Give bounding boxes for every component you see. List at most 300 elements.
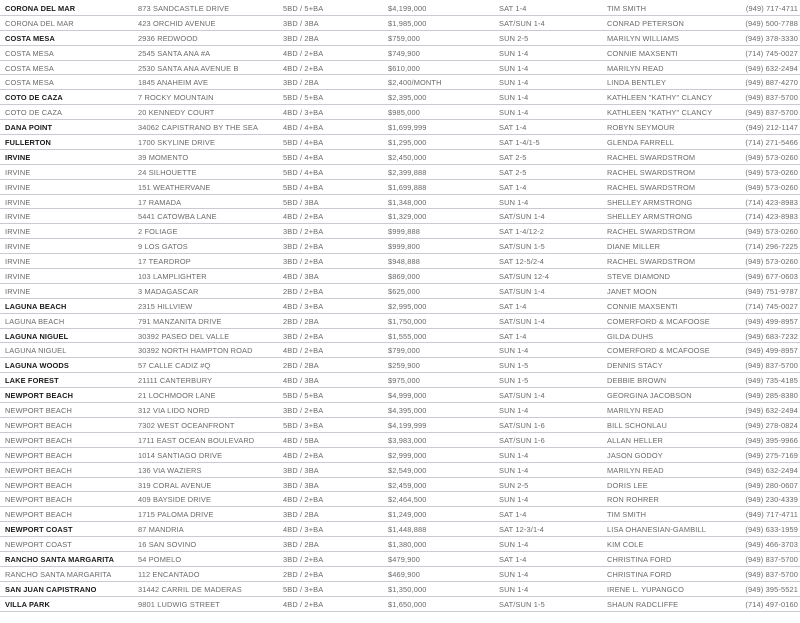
price-cell: $759,000 — [388, 33, 421, 43]
table-row — [0, 373, 800, 388]
price-cell: $4,199,999 — [388, 420, 427, 430]
address-cell: 87 MANDRIA — [138, 525, 184, 535]
agent-name-cell: ALLAN HELLER — [607, 435, 664, 445]
address-cell: 103 LAMPLIGHTER — [138, 272, 207, 282]
agent-phone-cell: (949) 573-0260 — [745, 182, 798, 192]
agent-name-cell: CONRAD PETERSON — [607, 18, 684, 28]
agent-name-cell: COMERFORD & MCAFOOSE — [607, 316, 710, 326]
beds-baths-cell: 2BD / 2BA — [283, 361, 319, 371]
address-cell: 423 ORCHID AVENUE — [138, 18, 216, 28]
open-hours-cell: SUN 1-4 — [499, 495, 529, 505]
agent-name-cell: RACHEL SWARDSTROM — [607, 257, 696, 267]
agent-name-cell: GLENDA FARRELL — [607, 138, 674, 148]
price-cell: $869,000 — [388, 272, 421, 282]
city-cell: NEWPORT BEACH — [5, 391, 74, 401]
price-cell: $975,000 — [388, 376, 421, 386]
agent-phone-cell: (714) 745-0027 — [745, 301, 798, 311]
open-hours-cell: SAT 1-4 — [499, 510, 527, 520]
beds-baths-cell: 4BD / 2+BA — [283, 450, 324, 460]
city-cell: IRVINE — [5, 212, 31, 222]
beds-baths-cell: 5BD / 4+BA — [283, 182, 324, 192]
address-cell: 2530 SANTA ANA AVENUE B — [138, 63, 239, 73]
open-hours-cell: SUN 2-5 — [499, 33, 529, 43]
price-cell: $948,888 — [388, 257, 421, 267]
beds-baths-cell: 4BD / 2+BA — [283, 599, 324, 609]
address-cell: 1014 SANTIAGO DRIVE — [138, 450, 223, 460]
price-cell: $259,900 — [388, 361, 421, 371]
agent-phone-cell: (949) 751-9787 — [745, 286, 798, 296]
address-cell: 9801 LUDWIG STREET — [138, 599, 220, 609]
city-cell: LAGUNA NIGUEL — [5, 331, 69, 341]
agent-name-cell: COMERFORD & MCAFOOSE — [607, 346, 710, 356]
address-cell: 112 ENCANTADO — [138, 569, 200, 579]
city-cell: LAGUNA WOODS — [5, 361, 69, 371]
beds-baths-cell: 4BD / 2+BA — [283, 495, 324, 505]
address-cell: 2545 SANTA ANA #A — [138, 48, 211, 58]
address-cell: 409 BAYSIDE DRIVE — [138, 495, 212, 505]
table-row — [0, 299, 800, 314]
table-row — [0, 418, 800, 433]
agent-name-cell: GEORGINA JACOBSON — [607, 391, 692, 401]
agent-name-cell: DEBBIE BROWN — [607, 376, 667, 386]
beds-baths-cell: 2BD / 2+BA — [283, 286, 324, 296]
table-row — [0, 448, 800, 463]
city-cell: VILLA PARK — [5, 599, 51, 609]
price-cell: $2,395,000 — [388, 93, 427, 103]
table-row — [0, 120, 800, 135]
beds-baths-cell: 3BD / 2BA — [283, 540, 319, 550]
agent-phone-cell: (949) 278-0824 — [745, 420, 798, 430]
price-cell: $4,999,000 — [388, 391, 427, 401]
beds-baths-cell: 5BD / 5+BA — [283, 4, 324, 13]
address-cell: 57 CALLE CADIZ #Q — [138, 361, 211, 371]
table-row — [0, 254, 800, 269]
open-hours-cell: SUN 1-4 — [499, 584, 529, 594]
agent-phone-cell: (949) 573-0260 — [745, 257, 798, 267]
address-cell: 17 TEARDROP — [138, 257, 191, 267]
agent-phone-cell: (949) 837-5700 — [745, 93, 798, 103]
price-cell: $1,380,000 — [388, 540, 427, 550]
agent-name-cell: SHAUN RADCLIFFE — [607, 599, 679, 609]
open-hours-cell: SUN 1-5 — [499, 361, 529, 371]
price-cell: $4,199,000 — [388, 4, 427, 13]
table-row — [0, 105, 800, 120]
beds-baths-cell: 3BD / 2BA — [283, 510, 319, 520]
city-cell: LAKE FOREST — [5, 376, 59, 386]
open-house-listing-table — [0, 1, 800, 612]
table-row — [0, 403, 800, 418]
city-cell: IRVINE — [5, 167, 31, 177]
open-hours-cell: SUN 1-4 — [499, 197, 529, 207]
agent-phone-cell: (714) 423-8983 — [745, 197, 798, 207]
address-cell: 7 ROCKY MOUNTAIN — [138, 93, 214, 103]
beds-baths-cell: 5BD / 4+BA — [283, 167, 324, 177]
agent-name-cell: STEVE DIAMOND — [607, 272, 671, 282]
price-cell: $1,699,888 — [388, 182, 427, 192]
agent-name-cell: MARILYN WILLIAMS — [607, 33, 680, 43]
city-cell: IRVINE — [5, 227, 31, 237]
beds-baths-cell: 3BD / 2+BA — [283, 406, 324, 416]
city-cell: NEWPORT BEACH — [5, 495, 72, 505]
agent-phone-cell: (949) 632-2494 — [745, 63, 798, 73]
agent-name-cell: DORIS LEE — [607, 480, 648, 490]
price-cell: $799,000 — [388, 346, 421, 356]
table-row — [0, 284, 800, 299]
agent-phone-cell: (949) 633-1959 — [745, 525, 798, 535]
agent-phone-cell: (949) 837-5700 — [745, 554, 798, 564]
table-row — [0, 46, 800, 61]
table-row — [0, 478, 800, 493]
agent-name-cell: KATHLEEN "KATHY" CLANCY — [607, 108, 713, 118]
address-cell: 31442 CARRIL DE MADERAS — [138, 584, 242, 594]
city-cell: COSTA MESA — [5, 78, 55, 88]
address-cell: 16 SAN SOVINO — [138, 540, 197, 550]
city-cell: COSTA MESA — [5, 63, 55, 73]
agent-name-cell: TIM SMITH — [607, 4, 647, 13]
city-cell: NEWPORT BEACH — [5, 510, 72, 520]
table-row — [0, 16, 800, 31]
agent-name-cell: CONNIE MAXSENTI — [607, 48, 678, 58]
agent-name-cell: CHRISTINA FORD — [607, 554, 672, 564]
open-hours-cell: SUN 1-4 — [499, 63, 529, 73]
agent-name-cell: KATHLEEN "KATHY" CLANCY — [607, 93, 713, 103]
address-cell: 319 CORAL AVENUE — [138, 480, 212, 490]
address-cell: 3 MADAGASCAR — [138, 286, 199, 296]
price-cell: $2,549,000 — [388, 465, 427, 475]
table-row — [0, 507, 800, 522]
agent-name-cell: MARILYN READ — [607, 406, 664, 416]
agent-name-cell: DENNIS STACY — [607, 361, 663, 371]
open-hours-cell: SAT 1-4/1-5 — [499, 138, 540, 148]
agent-phone-cell: (949) 837-5700 — [745, 569, 798, 579]
beds-baths-cell: 3BD / 2+BA — [283, 554, 324, 564]
address-cell: 2936 REDWOOD — [138, 33, 198, 43]
open-hours-cell: SAT/SUN 1-6 — [499, 420, 545, 430]
agent-name-cell: MARILYN READ — [607, 465, 664, 475]
city-cell: NEWPORT BEACH — [5, 406, 72, 416]
price-cell: $1,985,000 — [388, 18, 427, 28]
beds-baths-cell: 4BD / 2+BA — [283, 346, 324, 356]
city-cell: COTO DE CAZA — [5, 108, 63, 118]
price-cell: $985,000 — [388, 108, 421, 118]
city-cell: LAGUNA BEACH — [5, 316, 65, 326]
city-cell: NEWPORT BEACH — [5, 435, 72, 445]
table-row — [0, 433, 800, 448]
agent-phone-cell: (714) 296-7225 — [745, 242, 798, 252]
table-row — [0, 1, 800, 16]
address-cell: 791 MANZANITA DRIVE — [138, 316, 222, 326]
price-cell: $2,999,000 — [388, 450, 427, 460]
open-hours-cell: SUN 1-4 — [499, 569, 529, 579]
table-row — [0, 75, 800, 90]
city-cell: COSTA MESA — [5, 33, 55, 43]
address-cell: 2 FOLIAGE — [138, 227, 178, 237]
price-cell: $1,329,000 — [388, 212, 427, 222]
beds-baths-cell: 3BD / 3BA — [283, 480, 319, 490]
address-cell: 21111 CANTERBURY — [138, 376, 213, 386]
open-hours-cell: SAT/SUN 1-4 — [499, 391, 545, 401]
table-row — [0, 314, 800, 329]
open-hours-cell: SAT/SUN 12-4 — [499, 272, 550, 282]
beds-baths-cell: 4BD / 5BA — [283, 435, 319, 445]
beds-baths-cell: 4BD / 3+BA — [283, 525, 324, 535]
address-cell: 9 LOS GATOS — [138, 242, 188, 252]
open-hours-cell: SAT/SUN 1-5 — [499, 599, 545, 609]
open-hours-cell: SAT 12-5/2-4 — [499, 257, 545, 267]
beds-baths-cell: 4BD / 3+BA — [283, 108, 324, 118]
table-row — [0, 492, 800, 507]
agent-name-cell: LINDA BENTLEY — [607, 78, 667, 88]
price-cell: $1,295,000 — [388, 138, 427, 148]
agent-name-cell: DIANE MILLER — [607, 242, 661, 252]
beds-baths-cell: 4BD / 4+BA — [283, 123, 324, 133]
price-cell: $2,464,500 — [388, 495, 427, 505]
open-hours-cell: SAT 1-4 — [499, 123, 527, 133]
city-cell: LAGUNA NIGUEL — [5, 346, 67, 356]
table-row — [0, 150, 800, 165]
table-row — [0, 269, 800, 284]
open-hours-cell: SUN 2-5 — [499, 480, 529, 490]
address-cell: 312 VIA LIDO NORD — [138, 406, 210, 416]
price-cell: $999,800 — [388, 242, 421, 252]
agent-phone-cell: (949) 285-8380 — [745, 391, 798, 401]
beds-baths-cell: 3BD / 2+BA — [283, 227, 324, 237]
price-cell: $1,699,999 — [388, 123, 427, 133]
agent-name-cell: IRENE L. YUPANGCO — [607, 584, 685, 594]
table-row — [0, 522, 800, 537]
beds-baths-cell: 4BD / 3BA — [283, 272, 319, 282]
agent-phone-cell: (949) 212-1147 — [745, 123, 798, 133]
table-row — [0, 239, 800, 254]
table-row — [0, 552, 800, 567]
agent-name-cell: TIM SMITH — [607, 510, 647, 520]
city-cell: CORONA DEL MAR — [5, 4, 76, 13]
open-hours-cell: SAT 12-3/1-4 — [499, 525, 545, 535]
address-cell: 39 MOMENTO — [138, 152, 189, 162]
table-row — [0, 597, 800, 612]
price-cell: $2,399,888 — [388, 167, 427, 177]
table-row — [0, 329, 800, 344]
beds-baths-cell: 5BD / 5+BA — [283, 93, 324, 103]
price-cell: $2,450,000 — [388, 152, 427, 162]
table-row — [0, 180, 800, 195]
address-cell: 17 RAMADA — [138, 197, 182, 207]
open-hours-cell: SUN 1-4 — [499, 465, 529, 475]
address-cell: 24 SILHOUETTE — [138, 167, 197, 177]
city-cell: IRVINE — [5, 286, 31, 296]
agent-phone-cell: (949) 837-5700 — [745, 108, 798, 118]
agent-name-cell: GILDA DUHS — [607, 331, 654, 341]
price-cell: $1,750,000 — [388, 316, 427, 326]
beds-baths-cell: 3BD / 2+BA — [283, 257, 324, 267]
beds-baths-cell: 5BD / 3+BA — [283, 584, 324, 594]
open-hours-cell: SAT 2-5 — [499, 152, 527, 162]
address-cell: 151 WEATHERVANE — [138, 182, 211, 192]
city-cell: COTO DE CAZA — [5, 93, 63, 103]
city-cell: IRVINE — [5, 152, 31, 162]
agent-phone-cell: (714) 497-0160 — [745, 599, 798, 609]
open-hours-cell: SAT 1-4 — [499, 4, 527, 13]
agent-phone-cell: (949) 632-2494 — [745, 406, 798, 416]
agent-phone-cell: (949) 466-3703 — [745, 540, 798, 550]
price-cell: $2,459,000 — [388, 480, 427, 490]
beds-baths-cell: 5BD / 3+BA — [283, 420, 324, 430]
beds-baths-cell: 2BD / 2BA — [283, 316, 319, 326]
city-cell: IRVINE — [5, 257, 31, 267]
agent-phone-cell: (949) 230-4339 — [745, 495, 798, 505]
table-row — [0, 343, 800, 358]
price-cell: $1,555,000 — [388, 331, 427, 341]
agent-phone-cell: (949) 395-9966 — [745, 435, 798, 445]
address-cell: 1700 SKYLINE DRIVE — [138, 138, 216, 148]
open-hours-cell: SAT 1-4 — [499, 182, 527, 192]
open-hours-cell: SUN 1-4 — [499, 450, 529, 460]
open-hours-cell: SUN 1-4 — [499, 540, 529, 550]
table-row — [0, 537, 800, 552]
open-hours-cell: SUN 1-4 — [499, 93, 529, 103]
city-cell: DANA POINT — [5, 123, 53, 133]
address-cell: 2315 HILLVIEW — [138, 301, 193, 311]
agent-name-cell: KIM COLE — [607, 540, 644, 550]
beds-baths-cell: 4BD / 2+BA — [283, 48, 324, 58]
agent-phone-cell: (949) 378-3330 — [745, 33, 798, 43]
price-cell: $469,900 — [388, 569, 421, 579]
agent-phone-cell: (949) 395-5521 — [745, 584, 798, 594]
open-hours-cell: SAT/SUN 1-4 — [499, 18, 545, 28]
open-hours-cell: SAT 1-4 — [499, 331, 527, 341]
table-row — [0, 463, 800, 478]
beds-baths-cell: 5BD / 4+BA — [283, 138, 324, 148]
address-cell: 1845 ANAHEIM AVE — [138, 78, 209, 88]
city-cell: NEWPORT BEACH — [5, 450, 72, 460]
open-hours-cell: SUN 1-4 — [499, 346, 529, 356]
city-cell: IRVINE — [5, 242, 31, 252]
open-hours-cell: SAT/SUN 1-5 — [499, 242, 545, 252]
address-cell: 1715 PALOMA DRIVE — [138, 510, 214, 520]
agent-phone-cell: (949) 573-0260 — [745, 152, 798, 162]
price-cell: $1,348,000 — [388, 197, 427, 207]
city-cell: SAN JUAN CAPISTRANO — [5, 584, 97, 594]
city-cell: NEWPORT COAST — [5, 540, 72, 550]
price-cell: $625,000 — [388, 286, 421, 296]
agent-name-cell: RON ROHRER — [607, 495, 660, 505]
agent-phone-cell: (949) 573-0260 — [745, 227, 798, 237]
beds-baths-cell: 3BD / 3BA — [283, 465, 319, 475]
agent-phone-cell: (714) 745-0027 — [745, 48, 798, 58]
beds-baths-cell: 5BD / 5+BA — [283, 391, 324, 401]
agent-name-cell: SHELLEY ARMSTRONG — [607, 212, 693, 222]
beds-baths-cell: 2BD / 2+BA — [283, 569, 324, 579]
agent-phone-cell: (949) 632-2494 — [745, 465, 798, 475]
table-row — [0, 135, 800, 150]
agent-phone-cell: (949) 735-4185 — [745, 376, 798, 386]
agent-phone-cell: (949) 677-0603 — [745, 272, 798, 282]
beds-baths-cell: 3BD / 2+BA — [283, 242, 324, 252]
open-hours-cell: SAT/SUN 1-6 — [499, 435, 545, 445]
agent-name-cell: JASON GODOY — [607, 450, 663, 460]
table-row — [0, 567, 800, 582]
address-cell: 30392 NORTH HAMPTON ROAD — [138, 346, 253, 356]
beds-baths-cell: 3BD / 2+BA — [283, 331, 324, 341]
address-cell: 5441 CATOWBA LANE — [138, 212, 217, 222]
price-cell: $749,900 — [388, 48, 421, 58]
beds-baths-cell: 3BD / 2BA — [283, 33, 319, 43]
agent-phone-cell: (949) 683-7232 — [745, 331, 798, 341]
agent-phone-cell: (949) 717-4711 — [745, 510, 798, 520]
beds-baths-cell: 3BD / 3BA — [283, 18, 319, 28]
beds-baths-cell: 3BD / 2BA — [283, 78, 319, 88]
address-cell: 1711 EAST OCEAN BOULEVARD — [138, 435, 255, 445]
table-row — [0, 31, 800, 46]
agent-phone-cell: (714) 271-5466 — [745, 138, 798, 148]
city-cell: RANCHO SANTA MARGARITA — [5, 569, 112, 579]
beds-baths-cell: 4BD / 2+BA — [283, 63, 324, 73]
city-cell: NEWPORT BEACH — [5, 480, 72, 490]
agent-name-cell: ROBYN SEYMOUR — [607, 123, 675, 133]
table-row — [0, 388, 800, 403]
agent-phone-cell: (949) 500-7788 — [745, 18, 798, 28]
table-row — [0, 195, 800, 210]
agent-name-cell: MARILYN READ — [607, 63, 664, 73]
city-cell: IRVINE — [5, 197, 31, 207]
city-cell: NEWPORT BEACH — [5, 420, 72, 430]
open-hours-cell: SUN 1-4 — [499, 108, 529, 118]
open-hours-cell: SUN 1-4 — [499, 78, 529, 88]
agent-name-cell: SHELLEY ARMSTRONG — [607, 197, 693, 207]
agent-phone-cell: (949) 717-4711 — [745, 4, 798, 13]
address-cell: 21 LOCHMOOR LANE — [138, 391, 216, 401]
open-hours-cell: SUN 1-4 — [499, 48, 529, 58]
city-cell: FULLERTON — [5, 138, 51, 148]
city-cell: NEWPORT COAST — [5, 525, 73, 535]
price-cell: $3,983,000 — [388, 435, 427, 445]
agent-phone-cell: (949) 499-8957 — [745, 316, 798, 326]
city-cell: NEWPORT BEACH — [5, 465, 72, 475]
table-row — [0, 582, 800, 597]
address-cell: 30392 PASEO DEL VALLE — [138, 331, 230, 341]
price-cell: $1,249,000 — [388, 510, 427, 520]
address-cell: 34062 CAPISTRANO BY THE SEA — [138, 123, 259, 133]
address-cell: 54 POMELO — [138, 554, 182, 564]
city-cell: COSTA MESA — [5, 48, 55, 58]
agent-phone-cell: (949) 499-8957 — [745, 346, 798, 356]
agent-name-cell: RACHEL SWARDSTROM — [607, 227, 696, 237]
city-cell: RANCHO SANTA MARGARITA — [5, 554, 115, 564]
agent-name-cell: RACHEL SWARDSTROM — [607, 182, 696, 192]
city-cell: LAGUNA BEACH — [5, 301, 67, 311]
address-cell: 20 KENNEDY COURT — [138, 108, 215, 118]
open-hours-cell: SUN 1-4 — [499, 406, 529, 416]
table-row — [0, 165, 800, 180]
address-cell: 7302 WEST OCEANFRONT — [138, 420, 235, 430]
price-cell: $610,000 — [388, 63, 421, 73]
beds-baths-cell: 5BD / 3BA — [283, 197, 319, 207]
price-cell: $1,448,888 — [388, 525, 427, 535]
agent-phone-cell: (949) 887-4270 — [745, 78, 798, 88]
open-hours-cell: SAT 2-5 — [499, 167, 527, 177]
price-cell: $479,900 — [388, 554, 421, 564]
city-cell: IRVINE — [5, 272, 31, 282]
beds-baths-cell: 4BD / 3BA — [283, 376, 319, 386]
open-hours-cell: SAT 1-4 — [499, 554, 527, 564]
address-cell: 136 VIA WAZIERS — [138, 465, 202, 475]
open-hours-cell: SAT 1-4/12-2 — [499, 227, 545, 237]
beds-baths-cell: 4BD / 3+BA — [283, 301, 324, 311]
agent-name-cell: RACHEL SWARDSTROM — [607, 152, 696, 162]
price-cell: $1,650,000 — [388, 599, 427, 609]
table-row — [0, 90, 800, 105]
city-cell: CORONA DEL MAR — [5, 18, 74, 28]
